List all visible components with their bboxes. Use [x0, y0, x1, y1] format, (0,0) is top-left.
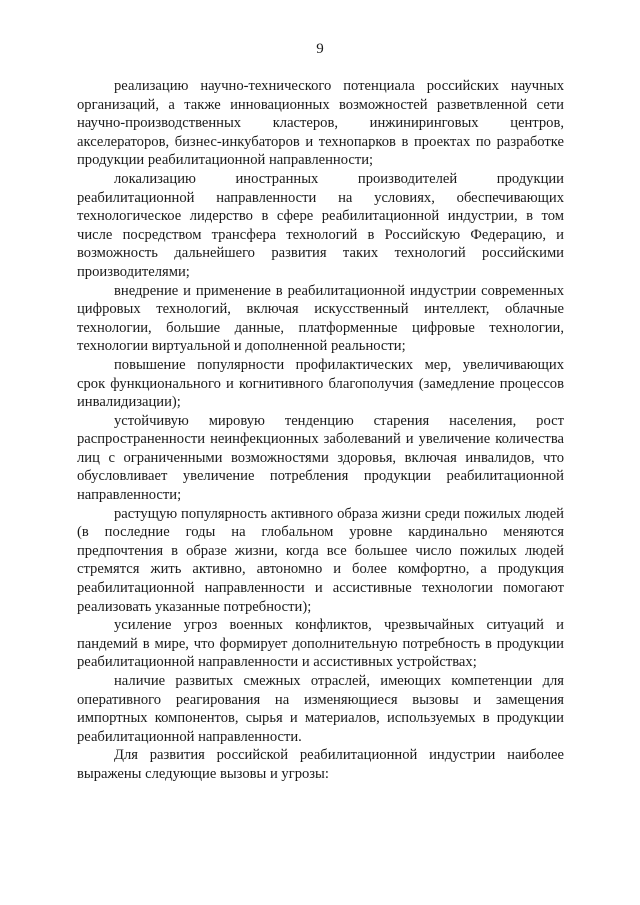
paragraph: Для развития российской реабилитационной индустрии наиболее выражены следующие вызовы и угрозы: [77, 747, 564, 782]
paragraph: наличие развитых смежных отраслей, имеющих компетенции для оперативного реагирования на изменяющиеся вызовы и замещения импортных компонентов, сырья и материалов, используемых в продукции реабилитационной направленности. [77, 673, 564, 745]
paragraph: локализацию иностранных производителей продукции реабилитационной направленности на условиях, обеспечивающих технологическое лидерство в сфере реабилитационной индустрии, в том числе посредством трансфера технологий в Российскую Федерацию, и возможность дальнейшего развития таких технологий российскими производителями; [77, 170, 564, 280]
paragraph: реализацию научно-технического потенциала российских научных организаций, а также инновационных возможностей разветвленной сети научно-производственных кластеров, инжиниринговых центров, акселераторов, бизнес-инкубаторов и технопарков в проектах по разработке продукции реабилитационной направленности; [77, 78, 564, 169]
paragraph: внедрение и применение в реабилитационной индустрии современных цифровых технологий, включая искусственный интеллект, облачные технологии, большие данные, платформенные цифровые технологии, технологии виртуальной и дополненной реальности; [77, 282, 564, 355]
document-body [77, 77, 564, 784]
paragraph: усиление угроз военных конфликтов, чрезвычайных ситуаций и пандемий в мире, что формирует дополнительную потребность в продукции реабилитационной направленности и ассистивных устройствах; [77, 617, 564, 671]
paragraph: растущую популярность активного образа жизни среди пожилых людей (в последние годы на глобальном уровне кардинально меняются предпочтения в образе жизни, когда все большее число пожилых людей стремятся жить активно, автономно и более комфортно, а продукция реабилитационной направленности и ассистивные технологии помогают реализовать указанные потребности); [77, 505, 564, 615]
paragraph: повышение популярности профилактических мер, увеличивающих срок функционального и когнитивного благополучия (замедление процессов инвалидизации); [77, 356, 564, 411]
page-number: 9 [316, 41, 324, 57]
paragraph: устойчивую мировую тенденцию старения населения, рост распространенности неинфекционных заболеваний и увеличение количества лиц с ограниченными возможностями здоровья, включая инвалидов, что обусловливает увеличение потребления продукции реабилитационной направленности; [77, 412, 564, 504]
